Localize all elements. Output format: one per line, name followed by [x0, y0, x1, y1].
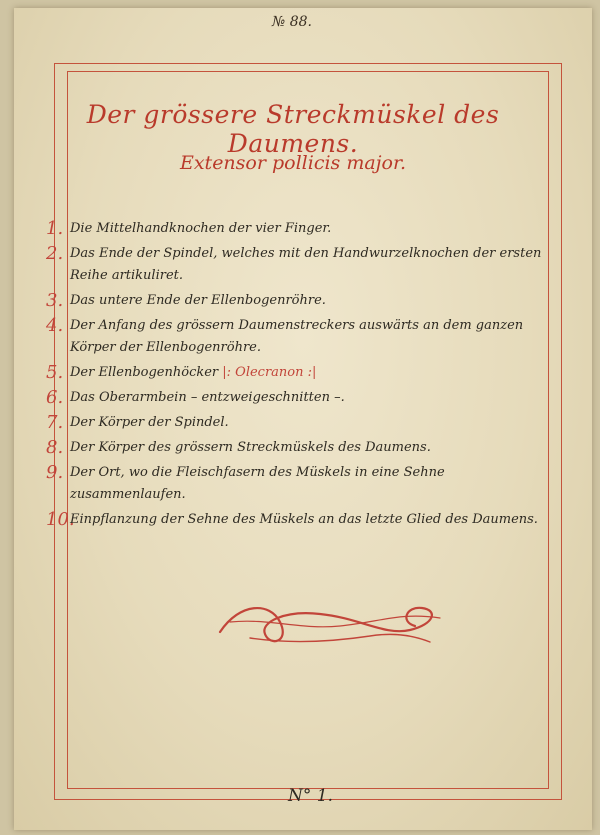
legend-number: 8. [46, 437, 64, 458]
legend-text-with-latin [70, 362, 546, 384]
legend-item [46, 412, 546, 434]
calligraphic-flourish [210, 592, 450, 652]
legend-list [46, 218, 546, 534]
sheet-signature: N° 1. [288, 786, 333, 806]
page-title: Der grössere Streckmüskel des Daumens. [86, 100, 500, 158]
legend-number: 6. [46, 387, 64, 408]
legend-text: Der Ort, wo die Fleischfasern des Müskels in eine Sehne zusammenlaufen. [70, 465, 445, 502]
legend-number: 4. [46, 315, 64, 336]
legend-item [46, 243, 546, 287]
legend-number: 2. [46, 243, 64, 264]
legend-number: 7. [46, 412, 64, 433]
legend-text: Das Ende der Spindel, welches mit den Handwurzelknochen der ersten Reihe artikuliret. [70, 246, 542, 283]
legend-text: Der Körper des grössern Streckmüskels des Daumens. [70, 440, 431, 455]
legend-text: Die Mittelhandknochen der vier Finger. [70, 221, 332, 236]
latin-subtitle: Extensor pollicis major. [179, 152, 407, 174]
legend-number: 9. [46, 462, 64, 483]
legend-number: 1. [46, 218, 64, 239]
legend-item [46, 290, 546, 312]
legend-item [46, 218, 546, 240]
latin-term: |: Olecranon :| [222, 365, 317, 380]
legend-item [46, 362, 546, 384]
legend-item [46, 437, 546, 459]
legend-text: Der Ellenbogenhöcker [70, 365, 219, 380]
legend-text: Der Körper der Spindel. [70, 415, 229, 430]
legend-number: 10. [46, 509, 75, 530]
legend-item [46, 387, 546, 409]
legend-number: 3. [46, 290, 64, 311]
legend-text: Das untere Ende der Ellenbogenröhre. [70, 293, 326, 308]
legend-text: Einpflanzung der Sehne des Müskels an das letzte Glied des Daumens. [70, 512, 538, 527]
legend-text: Der Anfang des grössern Daumenstreckers auswärts an dem ganzen Körper der Ellenbogenröhre. [70, 318, 524, 355]
legend-item [46, 509, 546, 531]
legend-item [46, 315, 546, 359]
plate-number: № 88. [272, 14, 312, 30]
legend-item [46, 462, 546, 506]
legend-number: 5. [46, 362, 64, 383]
legend-text: Das Oberarmbein – entzweigeschnitten –. [70, 390, 345, 405]
